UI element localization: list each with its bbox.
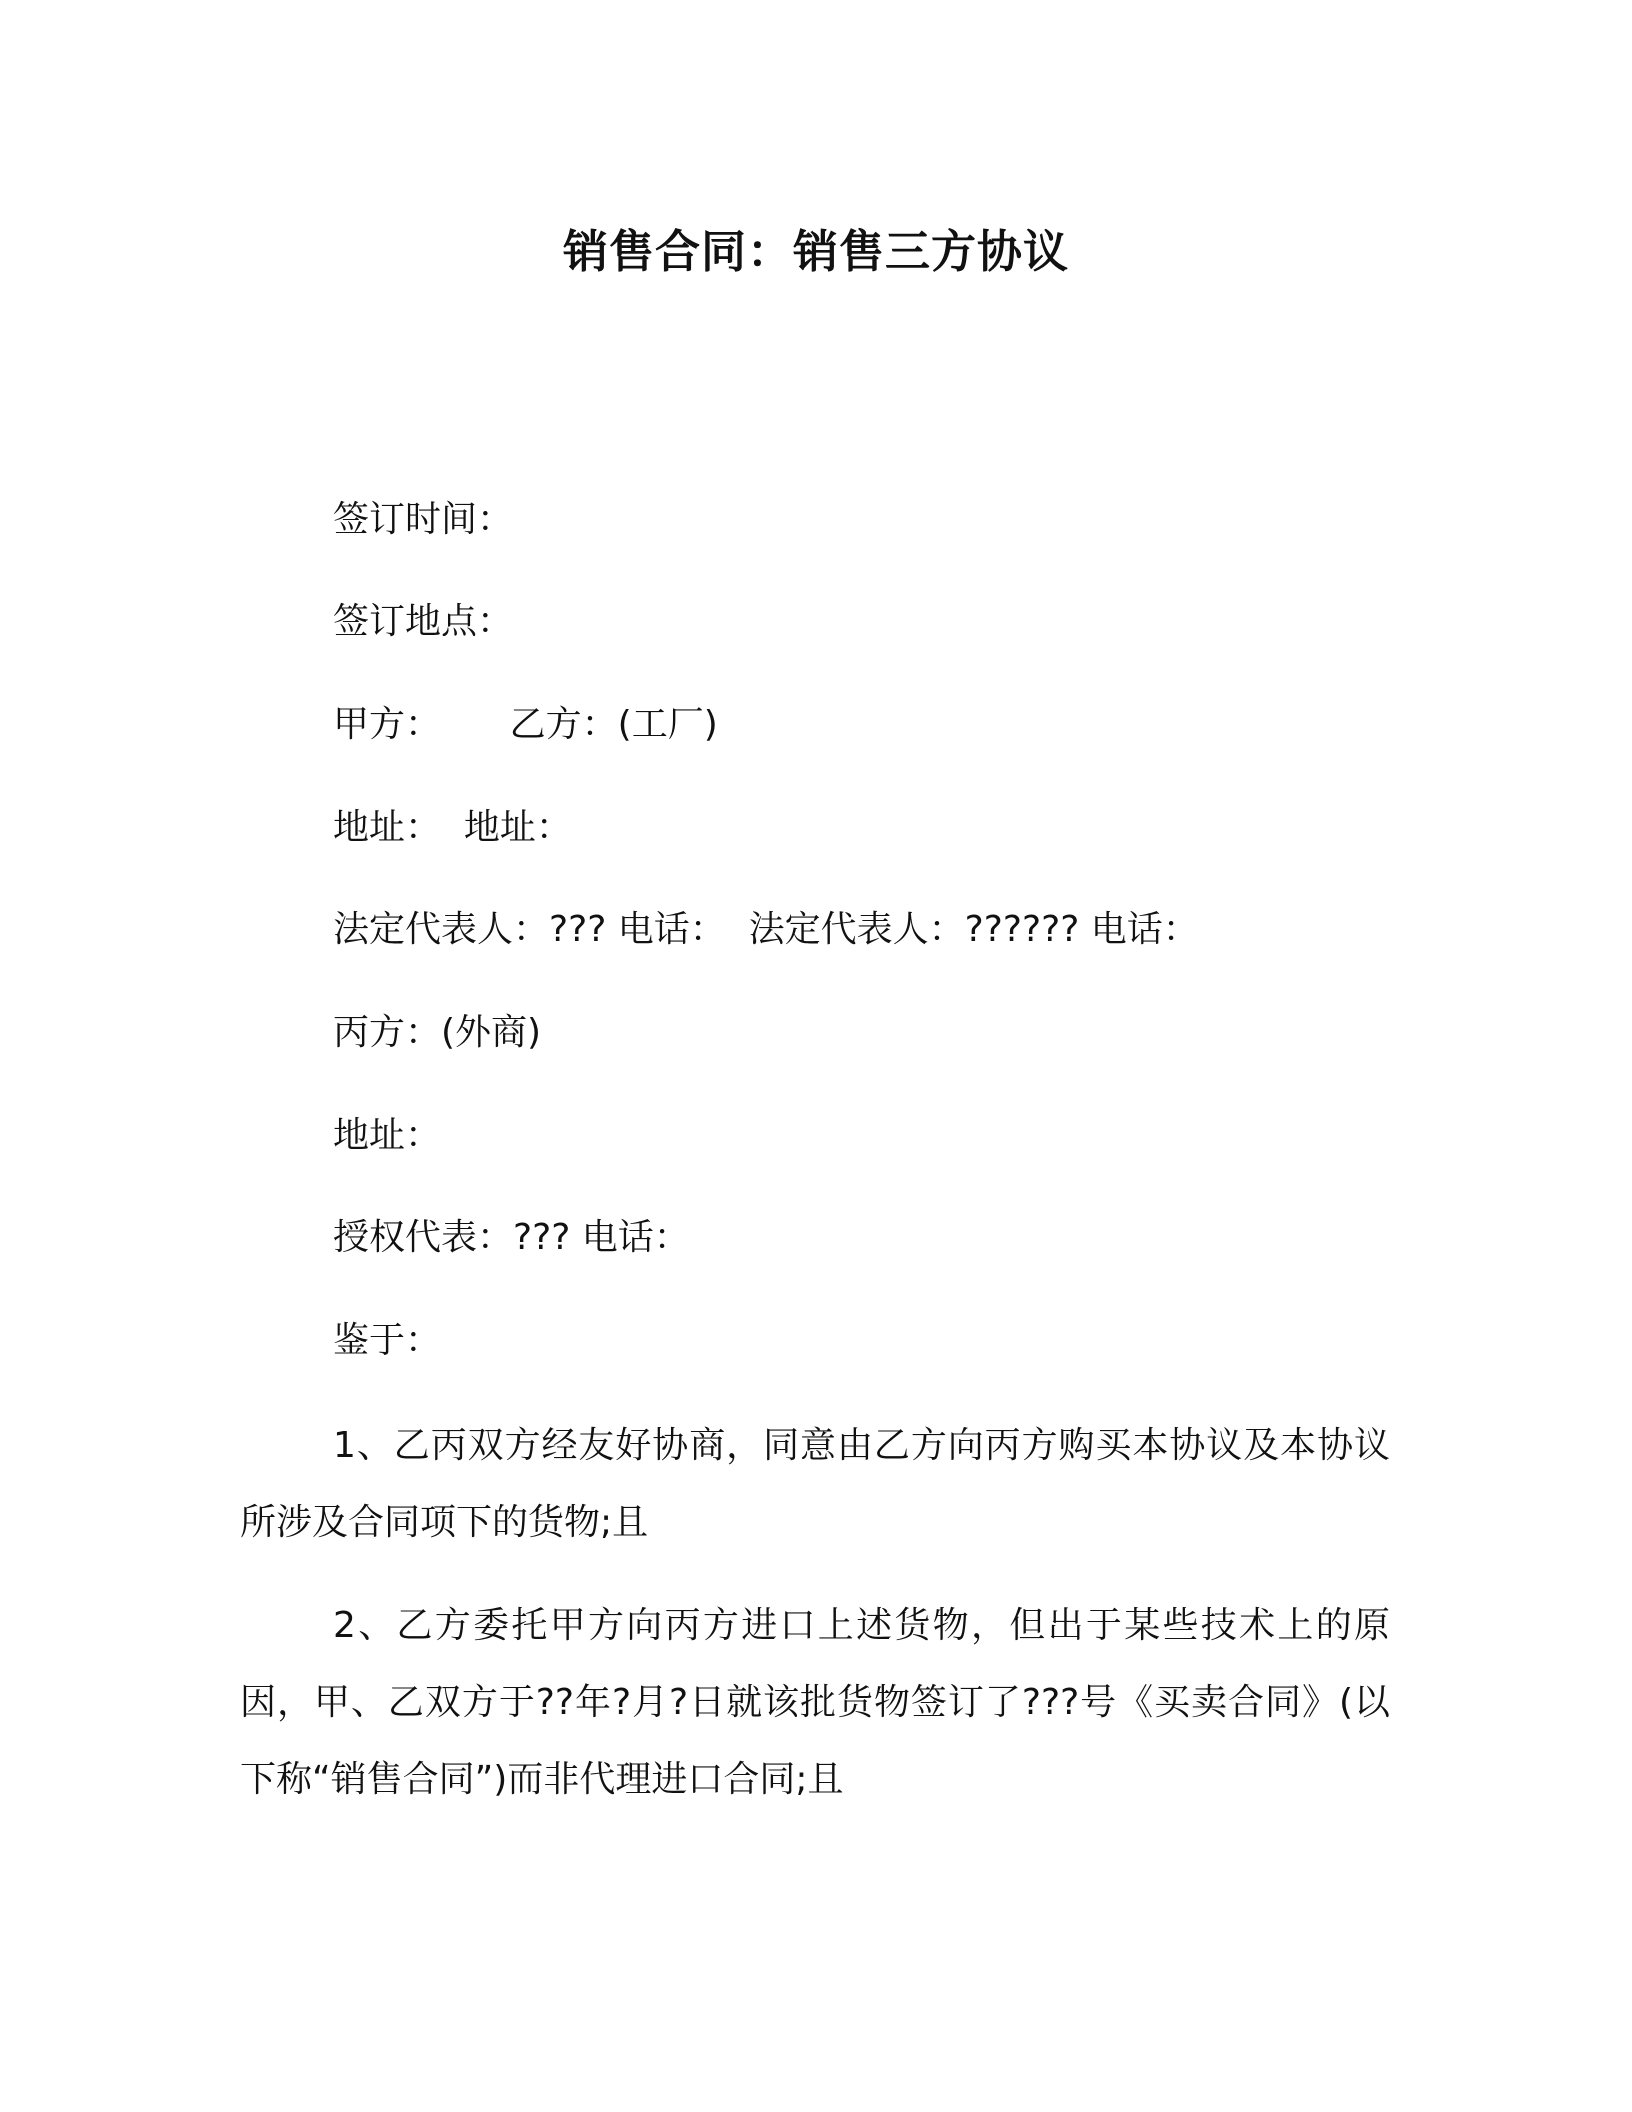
legal-representatives-line: 法定代表人：??? 电话： 法定代表人：?????? 电话： xyxy=(333,909,1199,950)
address-c-line: 地址： xyxy=(333,1115,442,1156)
sign-place-field: 签订地点： xyxy=(333,601,514,642)
address-ab-line: 地址： 地址： xyxy=(333,807,572,848)
parties-ab-line: 甲方： 乙方：(工厂) xyxy=(333,704,718,745)
clause-2: 2、乙方委托甲方向丙方进口上述货物，但出于某些技术上的原因，甲、乙双方于??年?月?日就该批货物签订了???号《买卖合同》(以下称“销售合同”)而非代理进口合同;且 xyxy=(240,1605,1390,1800)
whereas-heading: 鉴于： xyxy=(333,1320,442,1361)
document-title: 销售合同：销售三方协议 xyxy=(562,225,1069,278)
clause-1: 1、乙丙双方经友好协商，同意由乙方向丙方购买本协议及本协议所涉及合同项下的货物;且 xyxy=(240,1425,1390,1543)
sign-time-field: 签订时间： xyxy=(333,499,514,540)
authorized-representative-line: 授权代表：??? 电话： xyxy=(333,1217,690,1258)
party-c-line: 丙方：(外商) xyxy=(333,1012,542,1053)
